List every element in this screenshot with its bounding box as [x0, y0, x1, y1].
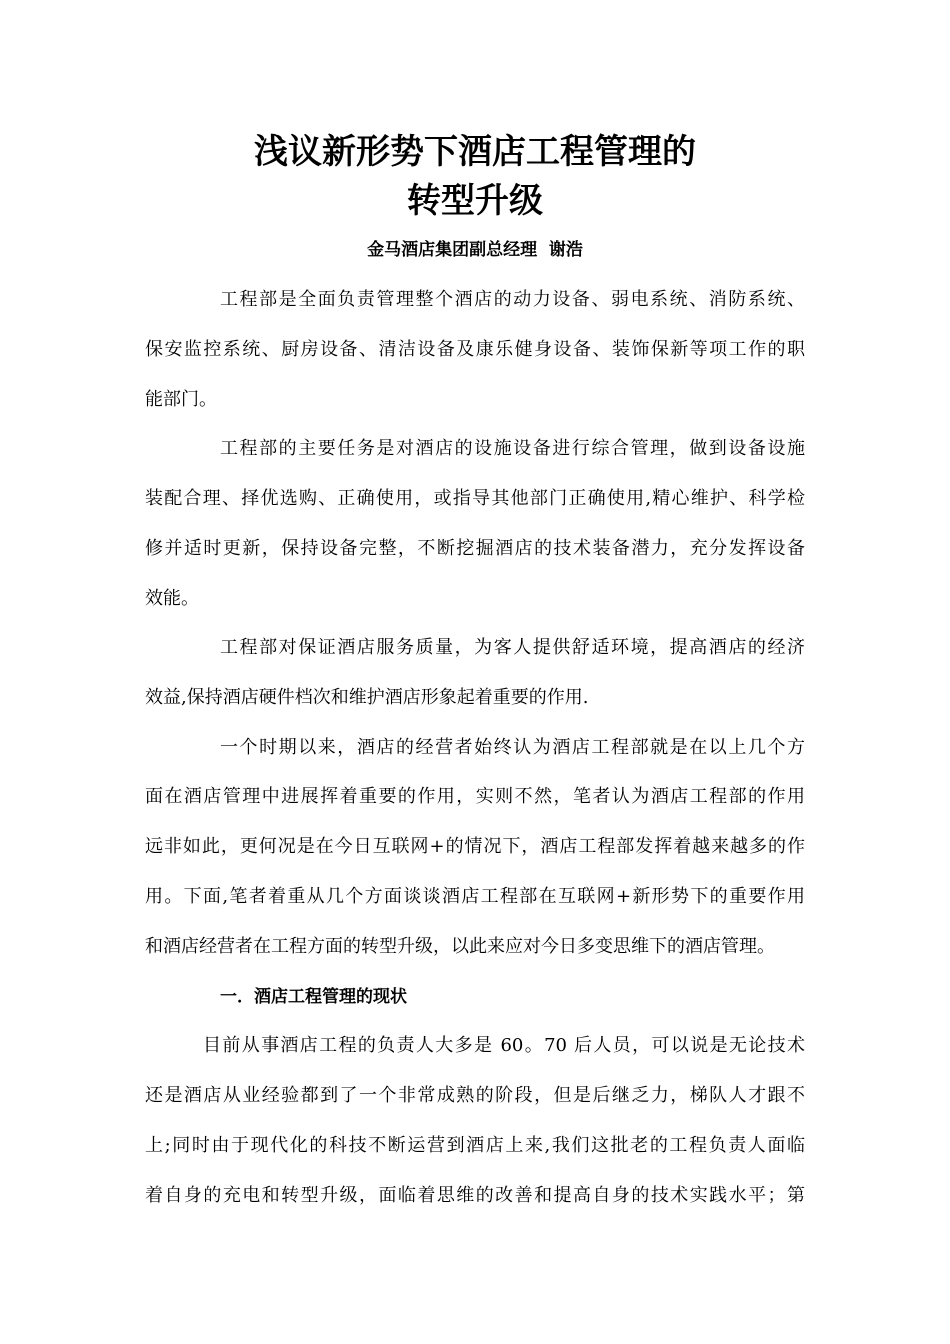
paragraph-line: 用。下面,笔者着重从几个方面谈谈酒店工程部在互联网+新形势下的重要作用 — [145, 886, 805, 907]
paragraph-line: 还是酒店从业经验都到了一个非常成熟的阶段，但是后继乏力，梯队人才跟不 — [145, 1085, 805, 1106]
author-byline: 金马酒店集团副总经理 谢浩 — [367, 240, 583, 260]
paragraph-line: 能部门。 — [145, 389, 217, 410]
title-line-1: 浅议新形势下酒店工程管理的 — [254, 132, 696, 172]
paragraph-line: 效能。 — [145, 588, 199, 609]
paragraph-line: 一个时期以来，酒店的经营者始终认为酒店工程部就是在以上几个方 — [220, 737, 805, 758]
paragraph-line: 工程部对保证酒店服务质量，为客人提供舒适环境，提高酒店的经济 — [220, 637, 805, 658]
paragraph-line: 工程部的主要任务是对酒店的设施设备进行综合管理，做到设备设施 — [220, 438, 805, 459]
section-heading: 一．酒店工程管理的现状 — [220, 987, 407, 1007]
title-line-2: 转型升级 — [407, 181, 543, 221]
paragraph-line: 效益,保持酒店硬件档次和维护酒店形象起着重要的作用. — [145, 687, 589, 708]
paragraph-line: 着自身的充电和转型升级，面临着思维的改善和提高自身的技术实践水平；第 — [145, 1185, 805, 1206]
paragraph-line: 和酒店经营者在工程方面的转型升级，以此来应对今日多变思维下的酒店管理。 — [145, 936, 775, 957]
paragraph-line: 保安监控系统、厨房设备、清洁设备及康乐健身设备、装饰保新等项工作的职 — [145, 339, 805, 360]
paragraph-line: 面在酒店管理中进展挥着重要的作用，实则不然，笔者认为酒店工程部的作用 — [145, 786, 805, 807]
paragraph-line: 远非如此，更何况是在今日互联网+的情况下，酒店工程部发挥着越来越多的作 — [145, 836, 805, 857]
paragraph-line: 工程部是全面负责管理整个酒店的动力设备、弱电系统、消防系统、 — [220, 289, 805, 310]
paragraph-line: 目前从事酒店工程的负责人大多是 60。70 后人员，可以说是无论技术 — [203, 1035, 805, 1056]
paragraph-line: 上;同时由于现代化的科技不断运营到酒店上来,我们这批老的工程负责人面临 — [145, 1135, 805, 1156]
paragraph-line: 装配合理、择优选购、正确使用，或指导其他部门正确使用,精心维护、科学检 — [145, 488, 805, 509]
paragraph-line: 修并适时更新，保持设备完整，不断挖掘酒店的技术装备潜力，充分发挥设备 — [145, 538, 805, 559]
